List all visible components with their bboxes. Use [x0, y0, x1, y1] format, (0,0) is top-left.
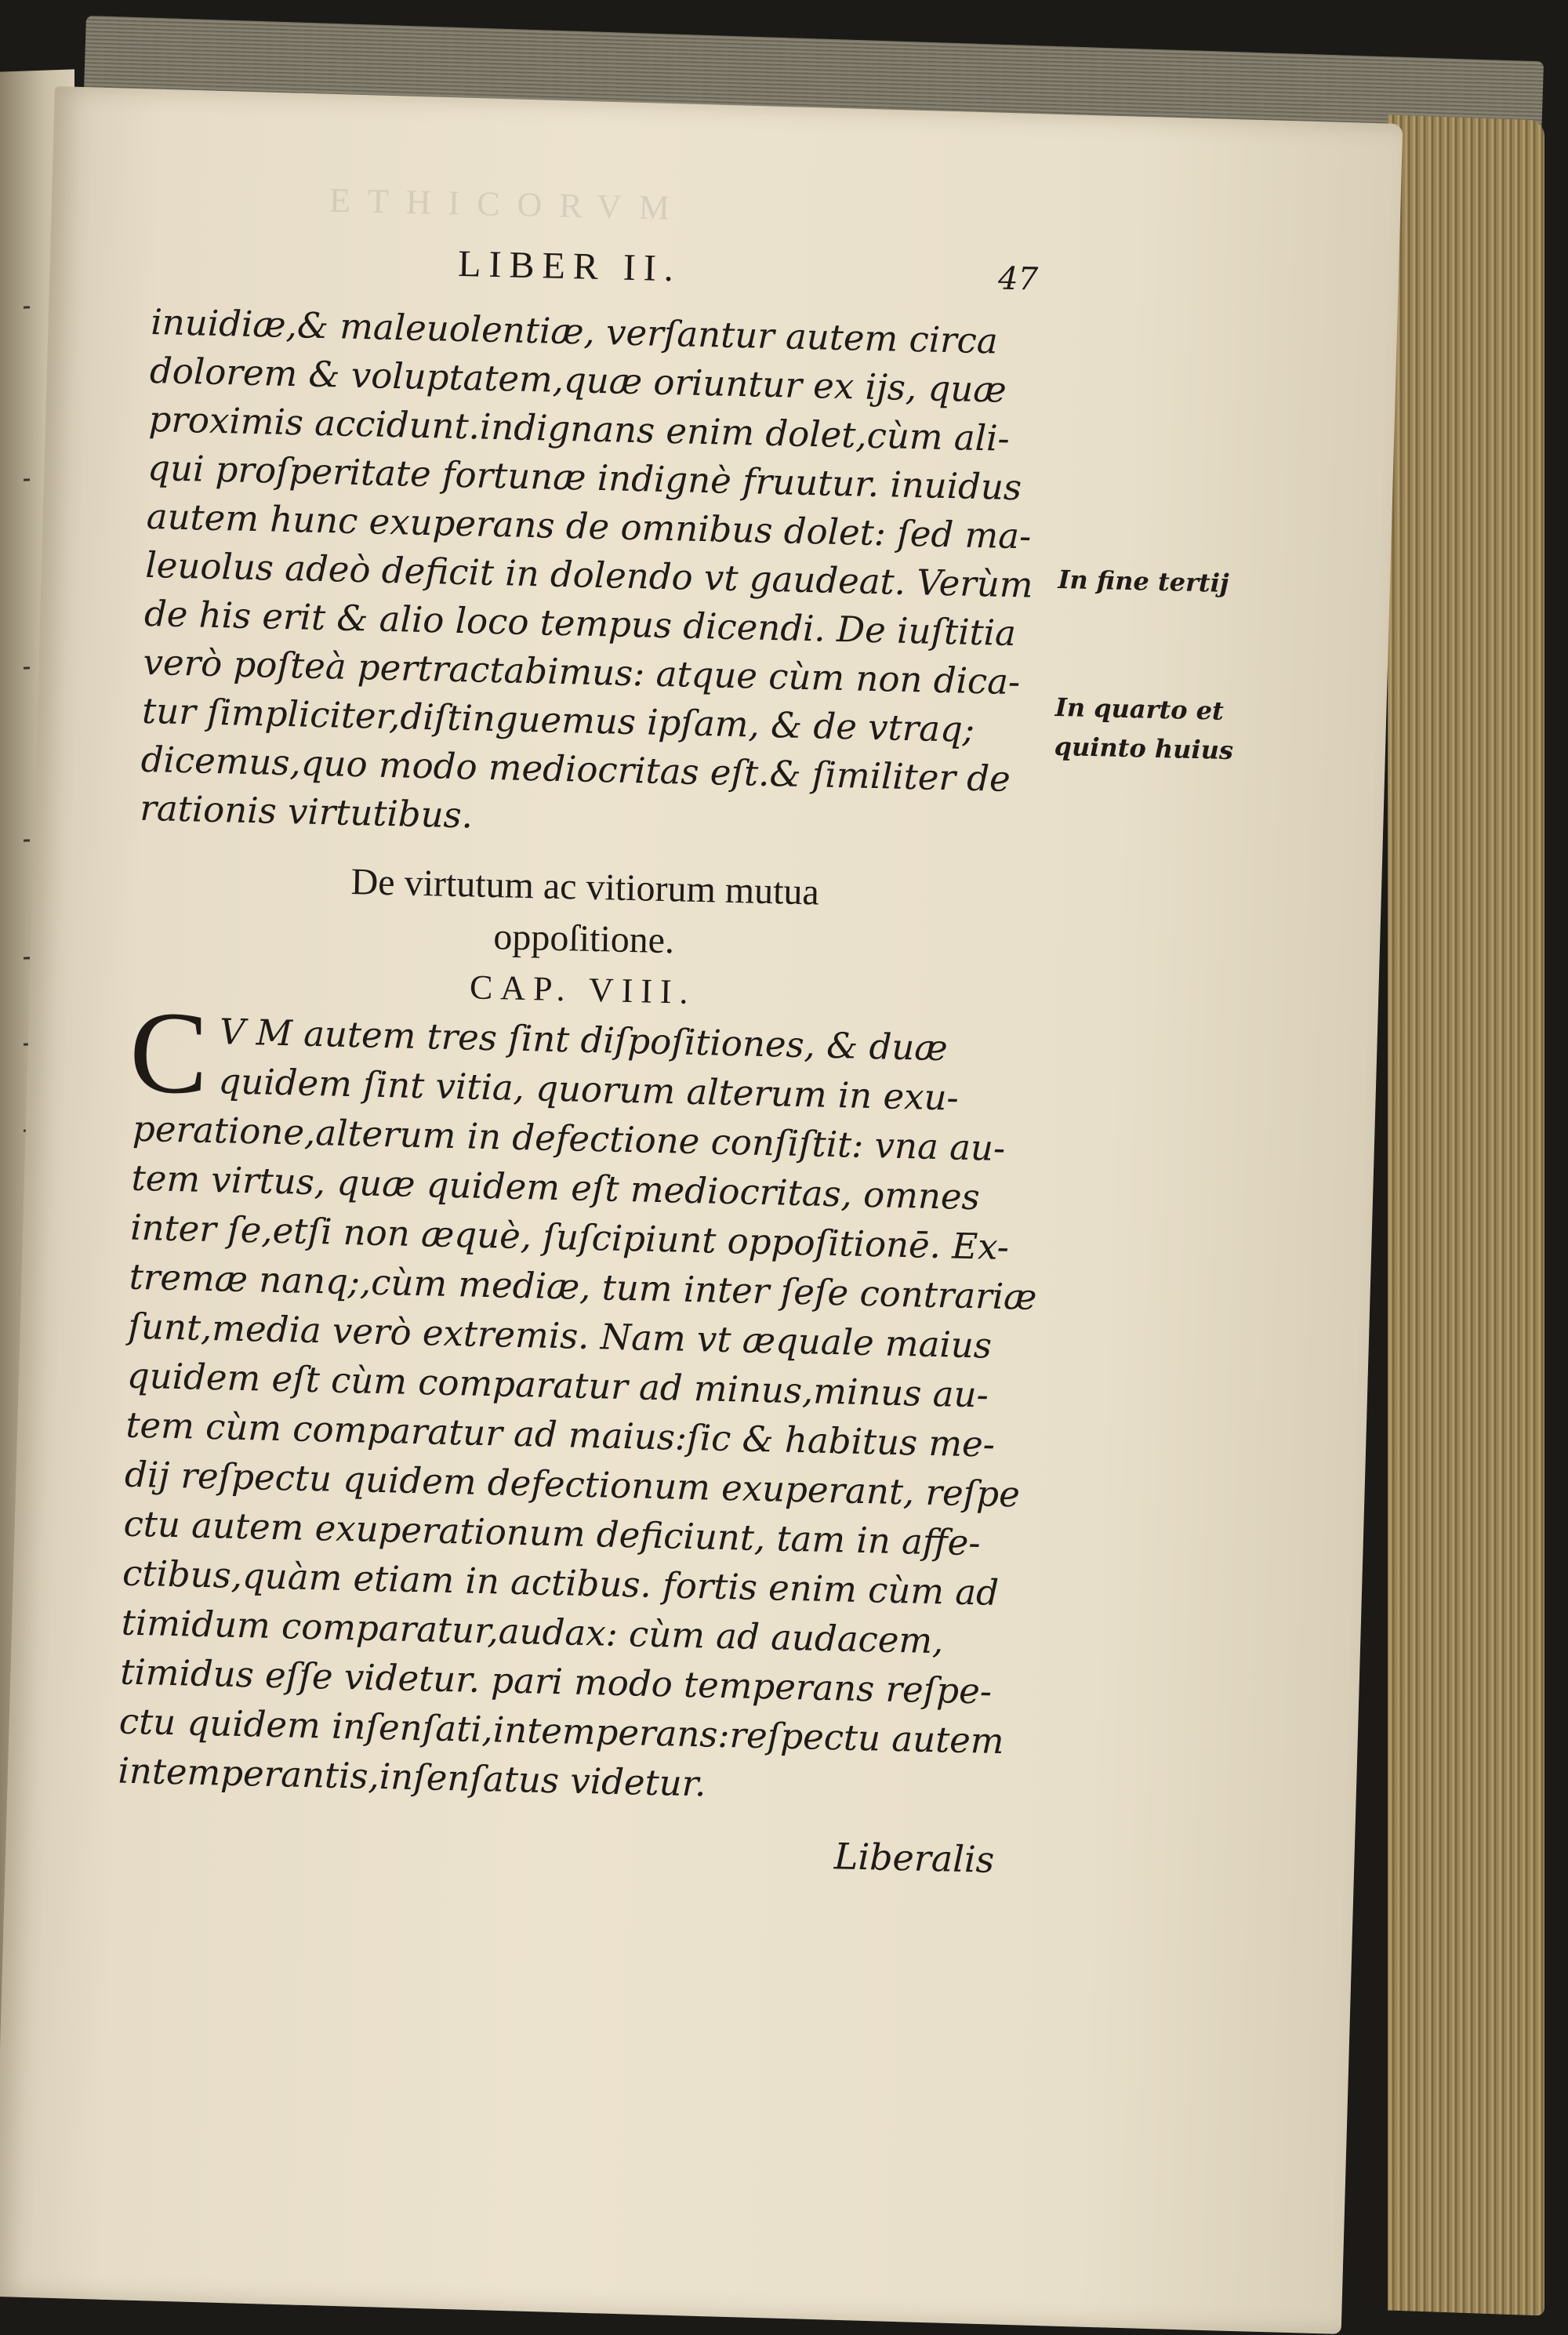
text-line: quidem ſint vitia, quorum alterum in exu-	[218, 1060, 960, 1119]
section-heading-line-1: De virtutum ac vitiorum mutua	[350, 860, 820, 913]
text-line: V M autem tres ſint diſpoſitiones, & duæ	[219, 1011, 949, 1069]
text-line: dij reſpectu quidem defectionum exuperant, reſpe	[124, 1453, 1021, 1516]
bleed-through-text: ETHICORVM	[328, 180, 688, 228]
text-line: ctibus,quàm etiam in actibus. fortis enim cùm ad	[122, 1552, 1000, 1614]
text-line: tem cùm comparatur ad maius:ſic & habitus me-	[125, 1404, 996, 1465]
text-line: autem hunc exuperans de omnibus dolet: ſed ma-	[146, 495, 1032, 557]
text-line: rationis virtutibus.	[139, 786, 474, 837]
text-line: inter ſe,etſi non æquè, ſuſcipiunt oppoſitionē. Ex-	[129, 1206, 1010, 1269]
text-line: proximis accidunt.indignans enim dolet,cùm ali-	[148, 398, 1011, 459]
text-line: ctu autem exuperationum deficiunt, tam in affe-	[123, 1502, 982, 1564]
margin-note: quinto huius	[1054, 731, 1234, 766]
text-line: timidus eſſe videtur. pari modo temperans reſpe-	[119, 1650, 993, 1712]
chapter-number: CAP. VIII.	[469, 968, 697, 1011]
running-title: LIBER II.	[457, 242, 682, 290]
catchword: Liberalis	[833, 1835, 995, 1881]
text-line: tem virtus, quæ quidem eſt mediocritas, omnes	[131, 1157, 981, 1218]
text-line: tremæ nanq;,cùm mediæ, tum inter ſeſe contrariæ	[129, 1255, 1038, 1318]
text-line: peratione,alterum in defectione conſiſtit: vna au-	[132, 1107, 1006, 1169]
text-line: intemperantis,inſenſatus videtur.	[117, 1749, 707, 1805]
text-line: dolorem & voluptatem,quæ oriuntur ex ijs, quæ	[149, 349, 1007, 411]
section-heading-line-2: oppoſitione.	[492, 916, 675, 962]
text-line: ſunt,media verò extremis. Nam vt æquale maius	[127, 1305, 993, 1367]
text-line: timidum comparatur,audax: cùm ad audacem,	[121, 1601, 945, 1662]
text-line: qui proſperitate fortunæ indignè fruutur. inuidus	[147, 446, 1022, 509]
margin-note: In fine tertij	[1058, 565, 1229, 598]
text-line: ctu quidem inſenſati,intemperans:reſpectu autem	[118, 1700, 1005, 1763]
text-line: inuidiæ,& maleuolentiæ, verſantur autem circa	[150, 300, 999, 362]
text-line: quidem eſt cùm comparatur ad minus,minus au-	[126, 1354, 989, 1416]
text-line: dicemus,quo modo mediocritas eſt.& ſimiliter de	[140, 738, 1011, 800]
text-line: de his erit & alio loco tempus dicendi. De iuſtitia	[143, 592, 1017, 655]
text-line: leuolus adeò deficit in dolendo vt gaudeat. Verùm	[144, 543, 1034, 606]
margin-note: In quarto et	[1054, 692, 1225, 726]
text-line: tur ſimpliciter,diſtinguemus ipſam, & de vtraq;	[141, 689, 975, 750]
text-line: verò poſteà pertractabimus: atque cùm non dica-	[143, 641, 1021, 703]
page-block-fore-edge	[1388, 115, 1544, 2316]
paragraph-1	[140, 298, 1045, 853]
page-number: 47	[997, 260, 1039, 298]
drop-capital: C	[128, 986, 210, 1119]
text-block	[116, 235, 1047, 1881]
